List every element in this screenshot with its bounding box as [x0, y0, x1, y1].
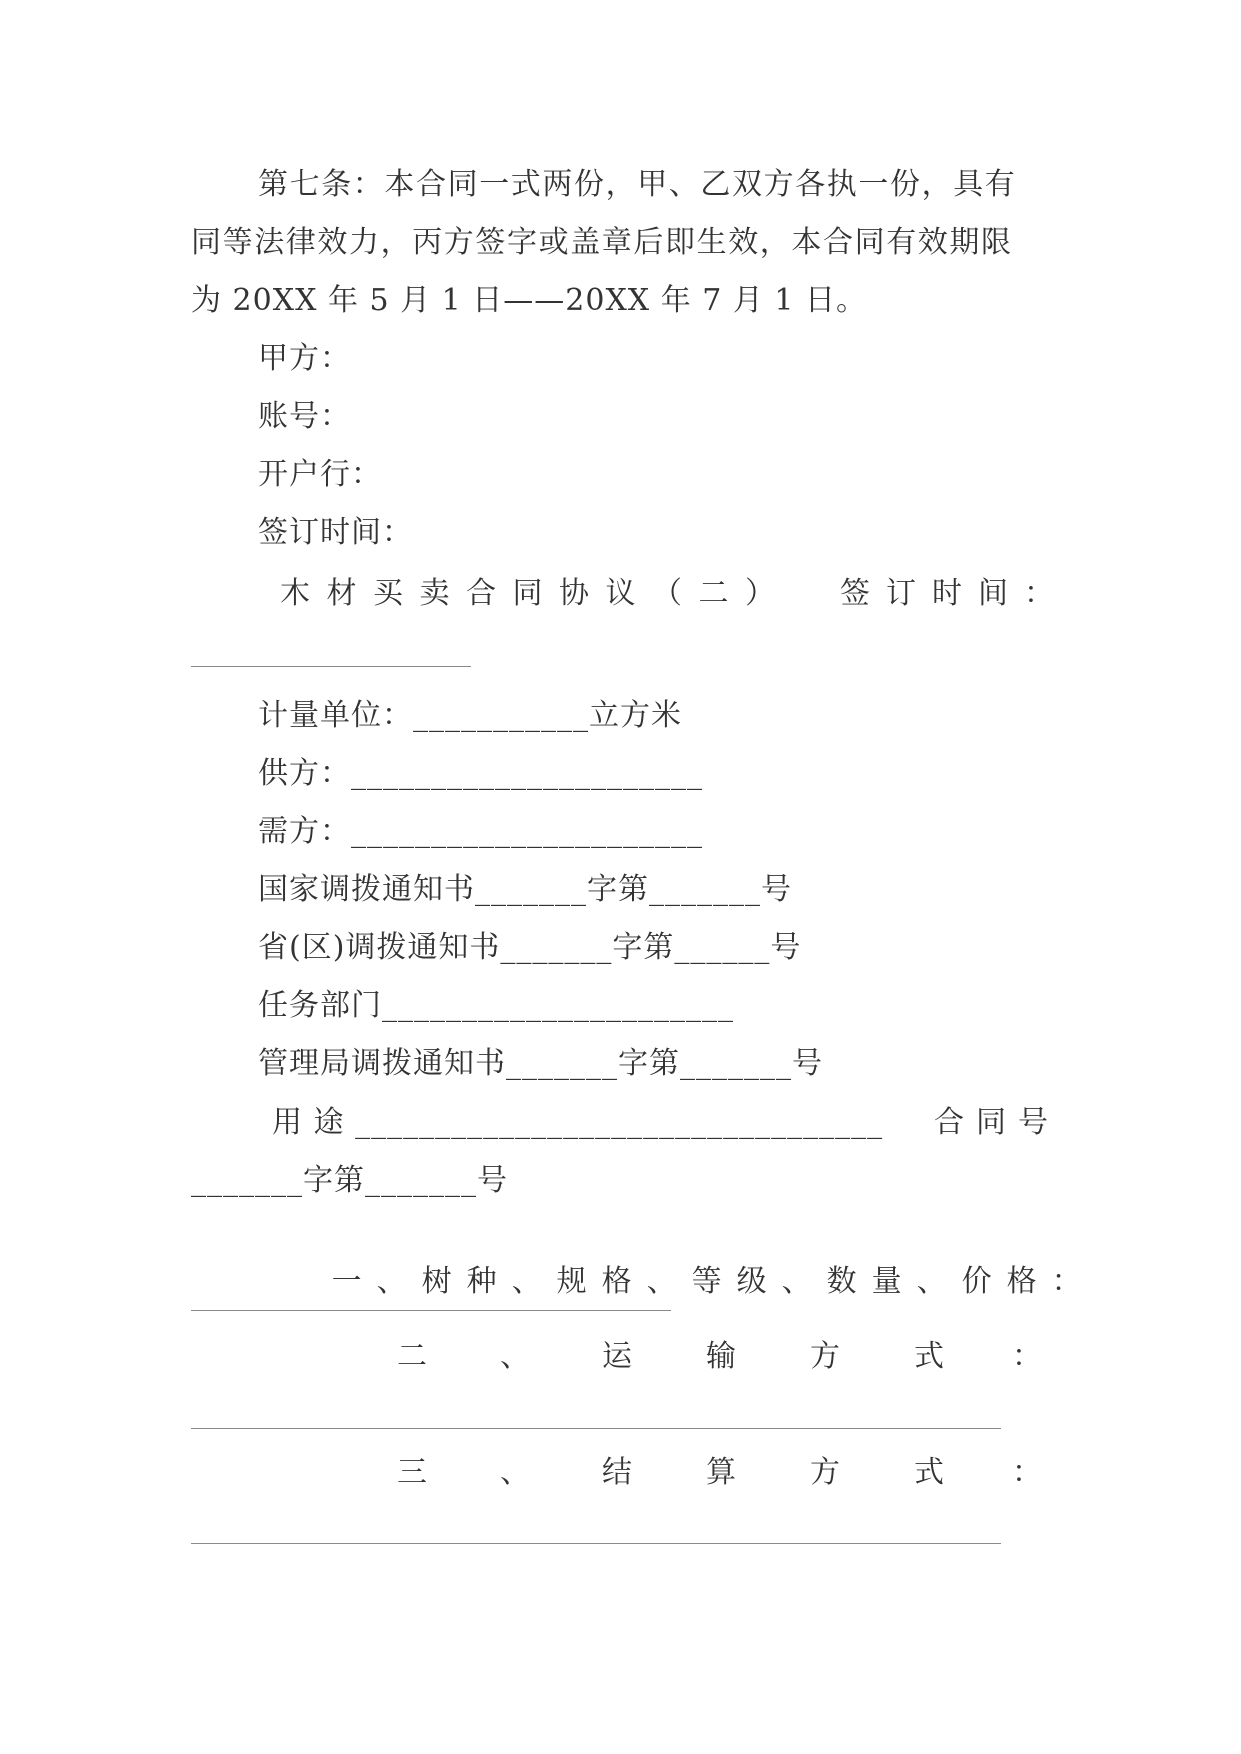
- buyer-field: 需方：______________________: [258, 814, 703, 849]
- section1-heading: 一 、 树 种 、 规 格 、 等 级 、 数 量 、 价 格 ：: [331, 1264, 1082, 1299]
- section2-blank: [191, 1428, 1001, 1429]
- clause7-line1: 第七条：本合同一式两份，甲、乙双方各执一份，具有: [258, 167, 1017, 202]
- sign-date-label: 签订时间：: [258, 515, 413, 550]
- province-notice-field: 省(区)调拨通知书_______字第______号: [258, 930, 802, 965]
- agreement2-sign-date-label: 签订时间：: [840, 576, 1070, 611]
- usage-field: 用 途 _________________________________: [272, 1105, 884, 1140]
- contract-number-field: _______字第_______号: [191, 1163, 508, 1198]
- agreement2-title: 木材买卖合同协议（二）: [280, 576, 792, 611]
- task-dept-field: 任务部门______________________: [258, 988, 734, 1023]
- unit-field: 计量单位：___________立方米: [258, 698, 682, 733]
- section1-blank: [191, 1310, 671, 1311]
- account-label: 账号：: [258, 399, 351, 434]
- national-notice-field: 国家调拨通知书_______字第_______号: [258, 872, 792, 907]
- supplier-field: 供方：______________________: [258, 756, 703, 791]
- party-a-label: 甲方：: [258, 341, 351, 376]
- clause7-line2: 同等法律效力，丙方签字或盖章后即生效，本合同有效期限: [191, 225, 1013, 260]
- clause7-line3: 为 20XX 年 5 月 1 日——20XX 年 7 月 1 日。: [191, 283, 868, 318]
- document-page: 第七条：本合同一式两份，甲、乙双方各执一份，具有 同等法律效力，丙方签字或盖章后即生效，本合同有效期限 为 20XX 年 5 月 1 日——20XX 年 7 月 1 日。 甲方： 账号： 开户行： 签订时间： 木材买卖合同协议（二） 签订时间： 计量单位：___________立方米 供方：______________________ 需方：______________________ 国家调拨通知书_______字第_______号 省(区)调拨通知书_______字第______号 任务部门______________________ 管理局调拨通知书_______字第_______号 用 途 _________________________________ 合同号 _______字第_______号 一 、 树 种 、 规 格 、 等 级 、 数 量 、 价 格 ： 二 、 运 输 方 式 ： 三 、 结 算 方 式 ：: [0, 0, 1241, 1754]
- bureau-notice-field: 管理局调拨通知书_______字第_______号: [258, 1046, 823, 1081]
- contract-number-label: 合同号: [934, 1105, 1060, 1140]
- section3-blank: [191, 1543, 1001, 1544]
- bank-label: 开户行：: [258, 457, 382, 492]
- sign-date-blank: [191, 666, 471, 667]
